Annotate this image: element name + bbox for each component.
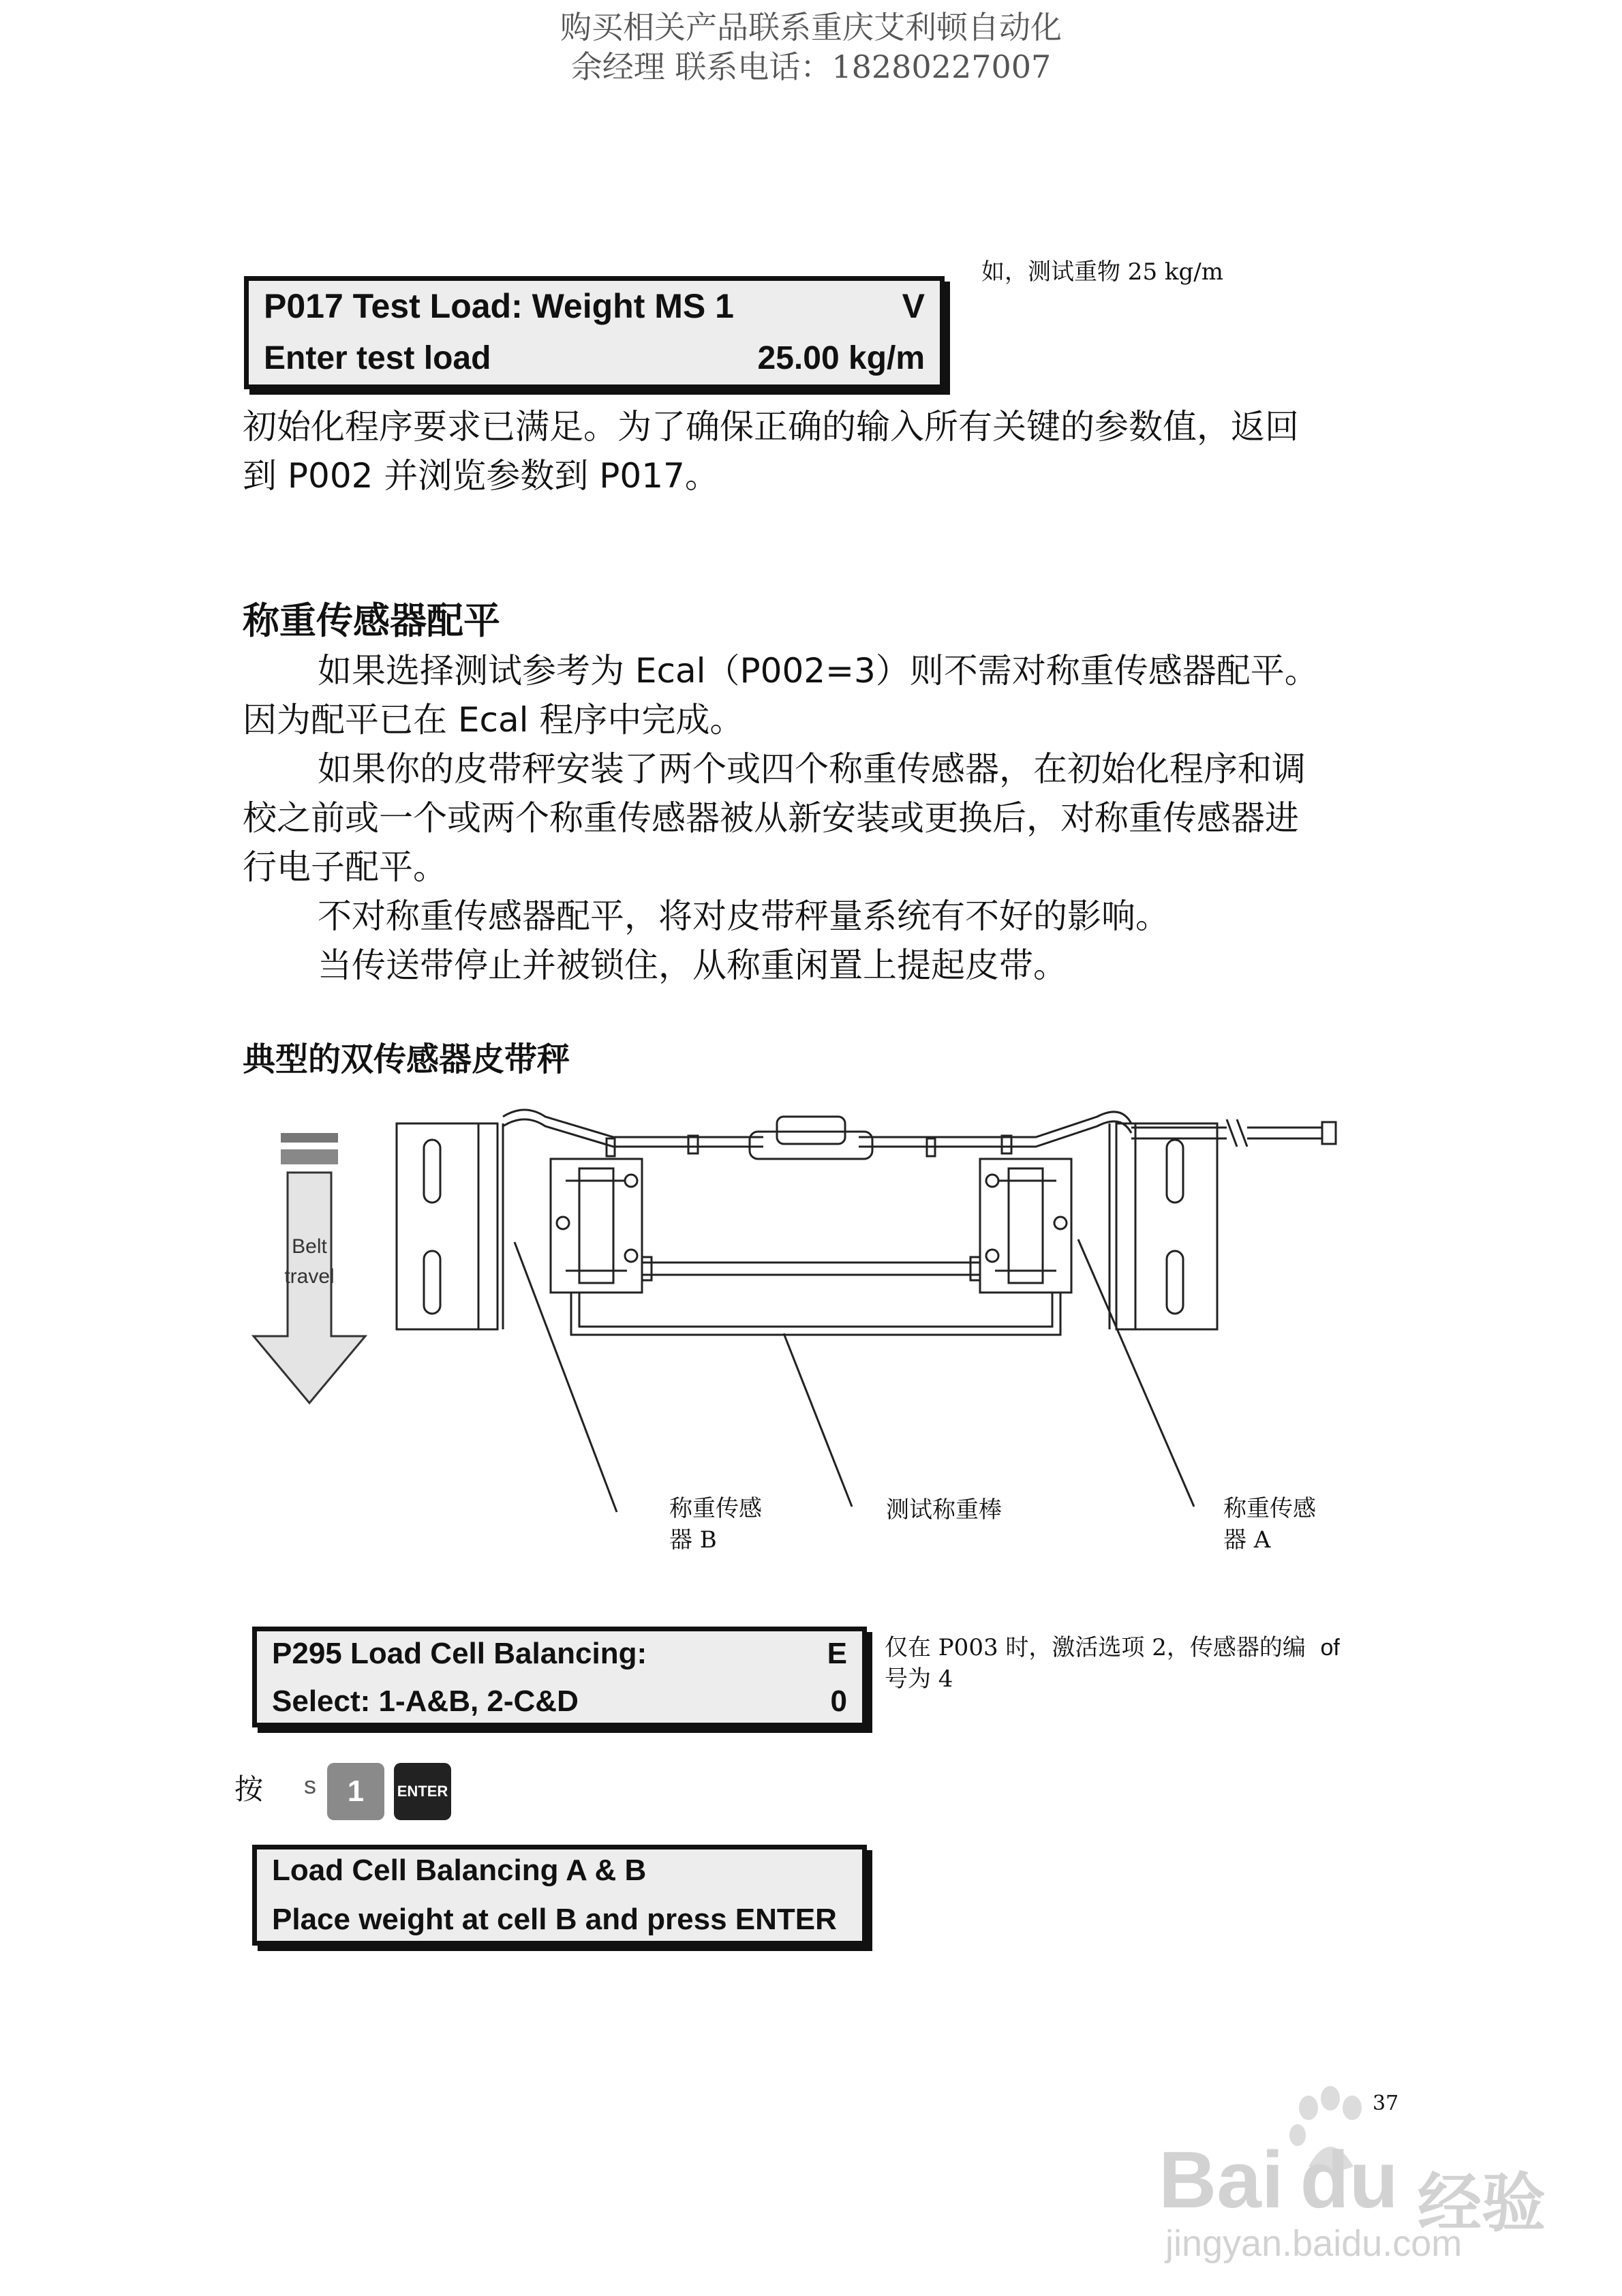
load-cell-a [980, 1159, 1071, 1293]
lcd-display-p295 [252, 1627, 867, 1727]
lcd-p017-prompt: Enter test load [264, 340, 491, 376]
intro-paragraph [243, 402, 1401, 500]
callout-load-cell-b [669, 1493, 762, 1556]
lcd-p017-flag: V [902, 287, 925, 325]
note-p295-line1: 仅在 P003 时，激活选项 2，传感器的编 [885, 1634, 1306, 1661]
para2-line1: 如果你的皮带秤安装了两个或四个称重传感器，在初始化程序和调 [318, 749, 1306, 789]
lcd-p295-prompt: Select: 1-A&B, 2-C&D [272, 1685, 579, 1718]
lcd-p017-title: P017 Test Load: Weight MS 1 [264, 287, 734, 325]
key-1-button[interactable]: 1 [327, 1763, 384, 1820]
press-label-fragment: s [304, 1771, 316, 1799]
load-cell-b [551, 1159, 642, 1293]
para4: 当传送带停止并被锁住，从称重闲置上提起皮带。 [318, 946, 1067, 985]
right-frame-plate [1110, 1123, 1217, 1329]
figure-title: 典型的双传感器皮带秤 [243, 1040, 570, 1078]
left-frame-plate [397, 1123, 503, 1329]
intro-line-1: 初始化程序要求已满足。为了确保正确的输入所有关键的参数值，返回 [243, 407, 1299, 447]
note-p017: 如，测试重物 25 kg/m [981, 258, 1223, 286]
para2-line3: 行电子配平。 [243, 847, 447, 887]
section-heading: 称重传感器配平 [243, 599, 500, 642]
press-label: 按 [234, 1772, 264, 1806]
belt-label-2: travel [284, 1265, 335, 1288]
lcd-balance-line1: Load Cell Balancing A & B [272, 1854, 647, 1887]
baidu-watermark [1159, 2086, 1595, 2263]
watermark-brand [1159, 2134, 1398, 2226]
para2-line2: 校之前或一个或两个称重传感器被从新安装或更换后，对称重传感器进 [243, 798, 1299, 838]
belt-scale-diagram [245, 1084, 1370, 1575]
header-contact-line-1: 购买相关产品联系重庆艾利顿自动化 [560, 9, 1062, 46]
lcd-p017-value: 25.00 kg/m [757, 340, 925, 376]
para3: 不对称重传感器配平，将对皮带秤量系统有不好的影响。 [318, 896, 1169, 936]
enter-key-button[interactable]: ENTER [394, 1763, 451, 1820]
watermark-brand-bai: Bai [1159, 2135, 1284, 2225]
note-p295 [885, 1632, 1362, 1695]
lcd-balance-line2: Place weight at cell B and press ENTER [272, 1903, 837, 1936]
para1-line2: 因为配平已在 Ecal 程序中完成。 [243, 700, 744, 740]
intro-line-2: 到 P002 并浏览参数到 P017。 [243, 456, 719, 496]
lcd-p295-flag: E [827, 1637, 847, 1670]
header-contact-line-2: 余经理 联系电话：18280227007 [570, 48, 1052, 85]
watermark-brand-du: du [1300, 2135, 1398, 2225]
lcd-p295-value: 0 [830, 1685, 847, 1718]
callout-test-bar: 测试称重棒 [886, 1496, 1002, 1524]
callout-a-line1: 称重传感 [1223, 1495, 1316, 1522]
belt-label-1: Belt [292, 1235, 327, 1258]
note-p295-suffix: of [1320, 1635, 1340, 1661]
lcd-display-p017 [244, 276, 945, 389]
callout-b-line2: 器 B [669, 1526, 717, 1554]
lcd-p295-title: P295 Load Cell Balancing: [272, 1637, 647, 1670]
watermark-url: jingyan.baidu.com [1165, 2223, 1463, 2264]
lcd-display-balancing [252, 1845, 867, 1946]
callout-b-line1: 称重传感 [669, 1495, 762, 1522]
callout-load-cell-a [1223, 1493, 1316, 1556]
callout-a-line2: 器 A [1223, 1526, 1271, 1554]
para1-line1: 如果选择测试参考为 Ecal（P002=3）则不需对称重传感器配平。 [318, 651, 1319, 691]
watermark-brand-cn: 经验 [1418, 2166, 1546, 2241]
section-body [243, 646, 1415, 990]
page-number: 37 [1373, 2091, 1399, 2115]
note-p295-line2: 号为 4 [885, 1665, 953, 1693]
